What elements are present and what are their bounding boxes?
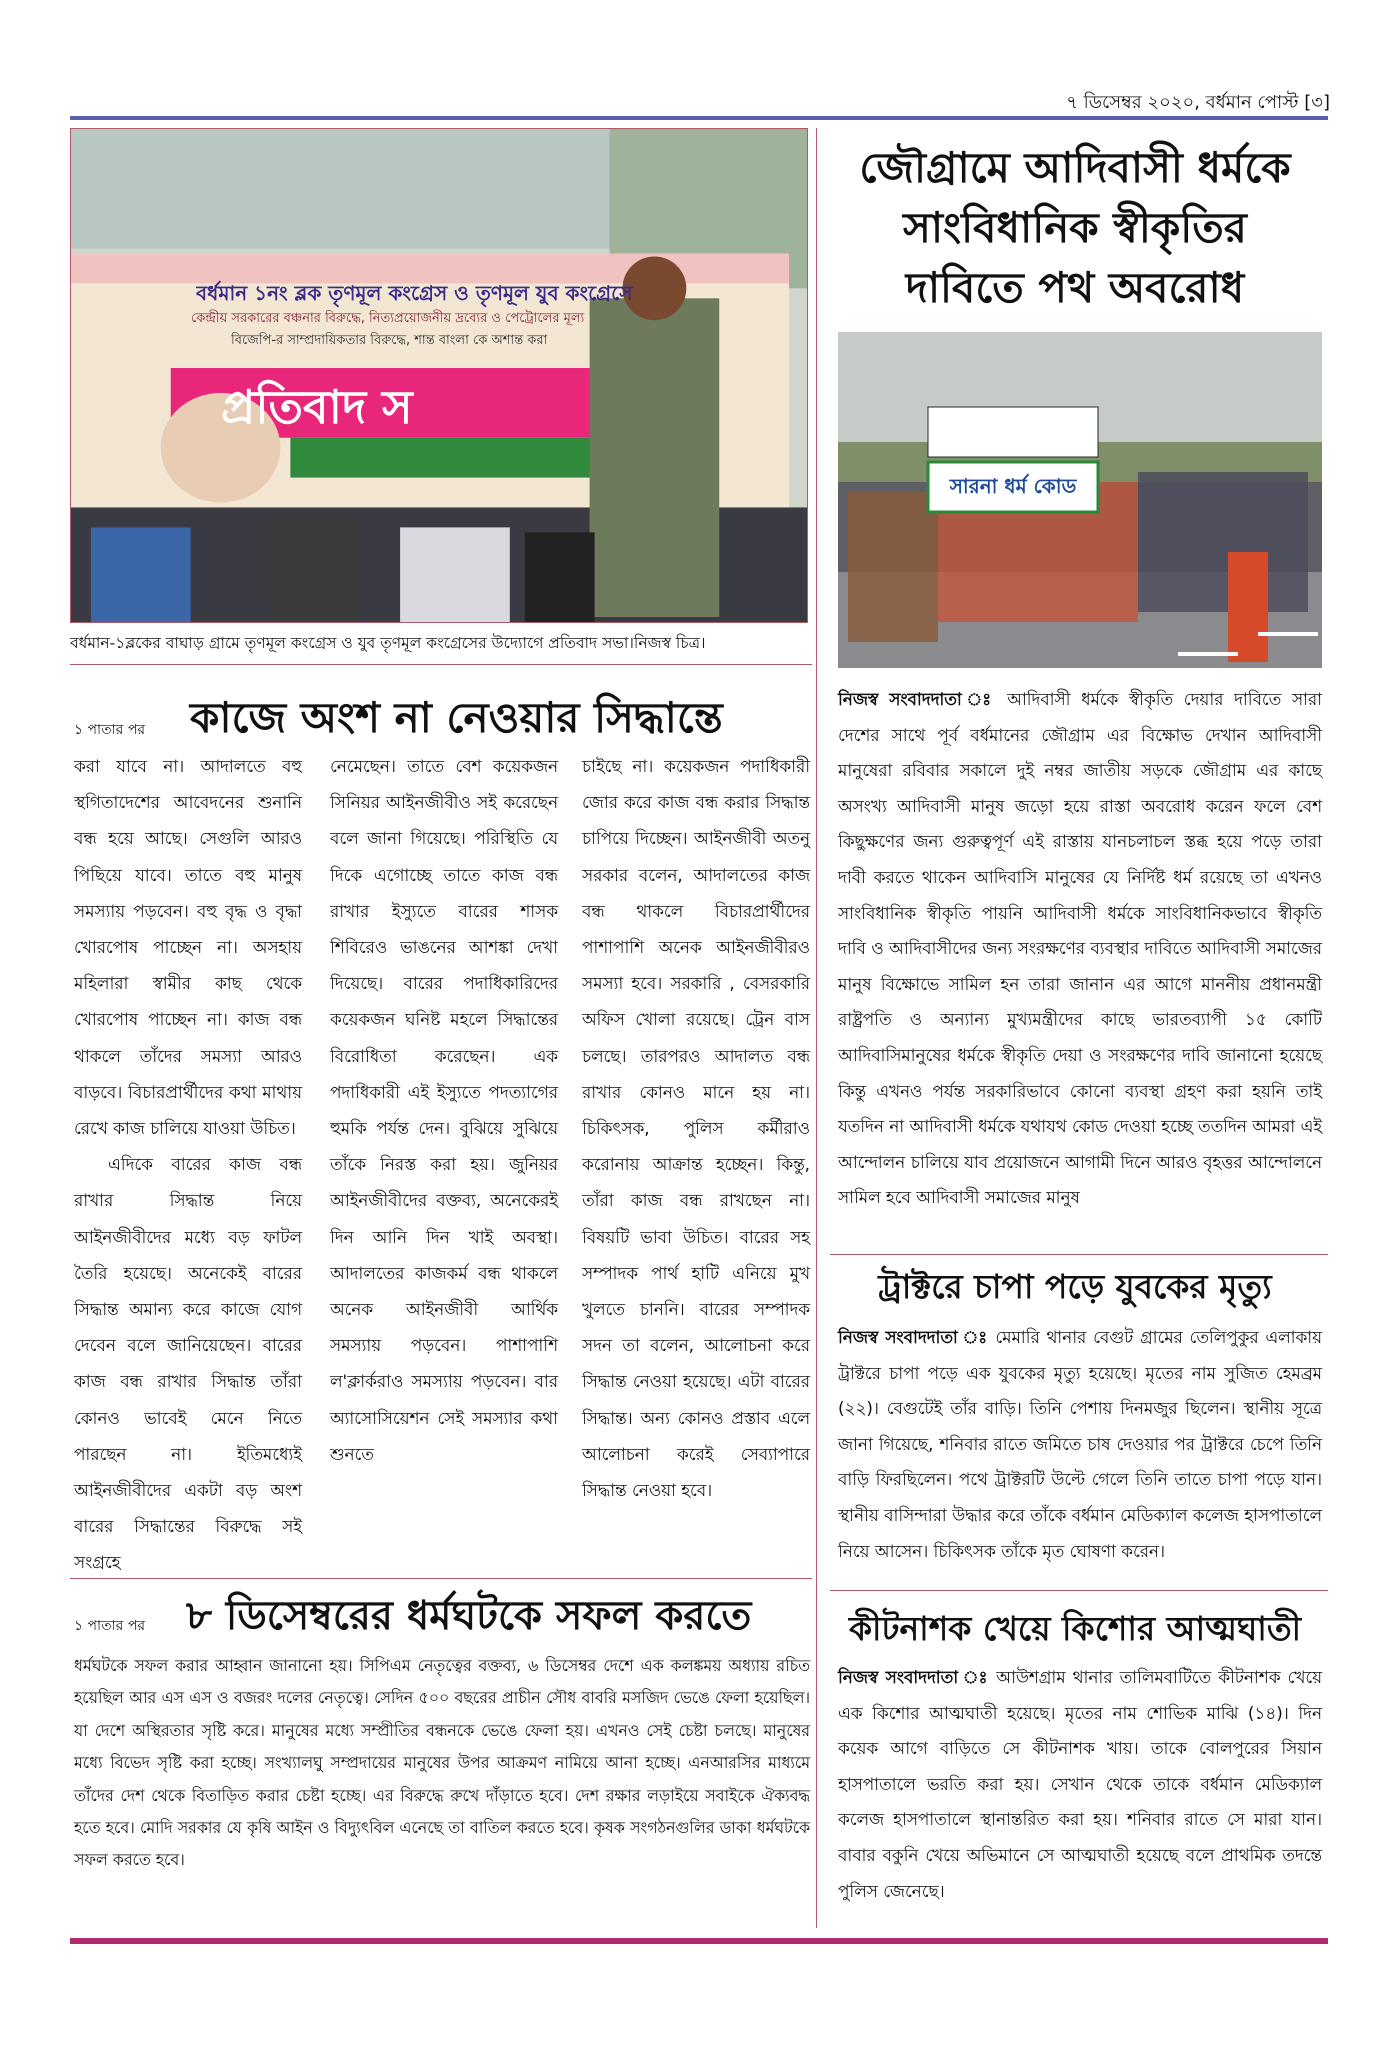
court-column-1 (74, 748, 302, 1581)
court-column-2 (330, 748, 558, 1472)
adivasi-body-text: আদিবাসী ধর্মকে স্বীকৃতি দেয়ার দাবিতে সারা দেশের সাথে পূর্ব বর্ধমানের জৌগ্রাম এর বিক্ষোভ দেখান আদিবাসী মানুষেরা রবিবার সকালে দুই নম্বর জাতীয় সড়কে জৌগ্রাম এর কাছে অসংখ্য আদিবাসী মানুষ জড়ো হয়ে রাস্তা অবরোধ করেন ফলে বেশ কিছুক্ষণের জন্য গুরুত্বপূর্ণ এই রাস্তায় যানচলাচল স্তব্ধ হয়ে পড়ে তারা দাবী করতে থাকেন আদিবাসি মানুষের যে নির্দিষ্ট ধর্ম রয়েছে তা এখনও সাংবিধানিক স্বীকৃতি পায়নি আদিবাসী ধর্মকে সাংবিধানিকভাবে স্বীকৃতি দাবি ও আদিবাসীদের জন্য সংরক্ষণের ব্যবস্থার দাবিতে আদিবাসী সমাজের মানুষ বিক্ষোভে সামিল হন তারা জানান এর আগে মাননীয় প্রধানমন্ত্রী রাষ্ট্রপতি ও অন্যান্য মুখ্যমন্ত্রীদের কাছে ভারতব্যাপী ১৫ কোটি আদিবাসিমানুষের ধর্মকে স্বীকৃতি দেয়া ও সংরক্ষণের দাবি জানানো হয়েছে কিন্তু এখনও পর্যন্ত সরকারিভাবে কোনো ব্যবস্থা গ্রহণ করা হয়নি তাই যতদিন না আদিবাসী ধর্মকে যথাযথ কোড দেওয়া হচ্ছে ততদিন আমরা এই আন্দোলন চালিয়ে যাব প্রয়োজনে আগামী দিনে আরও বৃহত্তর আন্দোলনে সামিল হবে আদিবাসী সমাজের মানুষ (838, 689, 1323, 1208)
section-divider-pesticide (830, 1590, 1328, 1591)
adivasi-headline-line-3: দাবিতে পথ অবরোধ (905, 263, 1245, 312)
tractor-story-body (838, 1320, 1322, 1569)
court-col1-para-2: এদিকে বারের কাজ বন্ধ রাখার সিদ্ধান্ত নিয়ে আইনজীবীদের মধ্যে বড় ফাটল তৈরি হয়েছে। অনেকেই বারের সিদ্ধান্ত অমান্য করে কাজে যোগ দেবেন বলে জানিয়েছেন। বারের কাজ বন্ধ রাখার সিদ্ধান্ত তাঁরা কোনও ভাবেই মেনে নিতে পারছেন না। ইতিমধ্যেই আইনজীবীদের একটা বড় অংশ বারের সিদ্ধান্তের বিরুদ্ধে সই সংগ্রহে (74, 1154, 302, 1573)
page-header: ৭ ডিসেম্বর ২০২০, বর্ধমান পোস্ট [৩] (1066, 92, 1330, 113)
pesticide-headline: কীটনাশক খেয়ে কিশোর আত্মঘাতী (848, 1609, 1302, 1648)
tractor-headline: ট্রাক্টরে চাপা পড়ে যুবকের মৃত্যু (878, 1267, 1272, 1306)
court-col1-para-1: করা যাবে না। আদালতে বহু স্থগিতাদেশের আবেদনের শুনানি বন্ধ হয়ে আছে। সেগুলি আরও পিছিয়ে যাবে। তাতে বহু মানুষ সমস্যায় পড়বেন। বহু বৃদ্ধ ও বৃদ্ধা খোরপোষ পাচ্ছেন না। অসহায় মহিলারা স্বামীর কাছ থেকে খোরপোষ পাচ্ছেন না। কাজ বন্ধ থাকলে তাঁদের সমস্যা আরও বাড়বে। বিচারপ্রার্থীদের কথা মাথায় রেখে কাজ চালিয়ে যাওয়া উচিত। (74, 756, 302, 1139)
pesticide-story-body (838, 1660, 1322, 1909)
court-col3-para: চাইছে না। কয়েকজন পদাধিকারী জোর করে কাজ বন্ধ করার সিদ্ধান্ত চাপিয়ে দিচ্ছেন। আইনজীবী অতনু সরকার বলেন, আদালতের কাজ বন্ধ থাকলে বিচারপ্রার্থীদের পাশাপাশি অনেক আইনজীবীরও সমস্যা হবে। সরকারি , বেসরকারি অফিস খোলা রয়েছে। ট্রেন বাস চলছে। তারপরও আদালত বন্ধ রাখার কোনও মানে হয় না। চিকিৎসক, পুলিস কর্মীরাও করোনায় আক্রান্ত হচ্ছেন। কিন্তু, তাঁরা কাজ বন্ধ রাখছেন না। বিষয়টি ভাবা উচিত। বারের সহ সম্পাদক পার্থ হাটি এনিয়ে মুখ খুলতে চাননি। বারের সম্পাদক সদন তা বলেন, আলোচনা করে সিদ্ধান্ত নেওয়া হয়েছে। এটা বারের সিদ্ধান্ত। অন্য কোনও প্রস্তাব এলে আলোচনা করেই সেব্যাপারে সিদ্ধান্ত নেওয়া হবে। (582, 756, 810, 1501)
section-divider-strike (70, 1578, 812, 1579)
pesticide-byline: নিজস্ব সংবাদদাতা ঃ (838, 1667, 990, 1687)
protest-march-photo (838, 332, 1322, 668)
adivasi-headline-line-2: সাংবিধানিক স্বীকৃতির (903, 203, 1247, 252)
court-col2-para: নেমেছেন। তাতে বেশ কয়েকজন সিনিয়র আইনজীবীও সই করেছেন বলে জানা গিয়েছে। পরিস্থিতি যে দিকে এগোচ্ছে তাতে কাজ বন্ধ রাখার ইস্যুতে বারের শাসক শিবিরেও ভাঙনের আশঙ্কা দেখা দিয়েছে। বারের পদাধিকারিদের কয়েকজন ঘনিষ্ট মহলে সিদ্ধান্তের বিরোধিতা করেছেন। এক পদাধিকারী এই ইস্যুতে পদত্যাগের হুমকি পর্যন্ত দেন। বুঝিয়ে সুঝিয়ে তাঁকে নিরস্ত করা হয়। জুনিয়র আইনজীবীদের বক্তব্য, অনেকেরই দিন আনি দিন খাই অবস্থা। আদালতের কাজকর্ম বন্ধ থাকলে অনেক আইনজীবী আর্থিক সমস্যায় পড়বেন। পাশাপাশি ল'ক্লার্করাও সমস্যায় পড়বেন। বার অ্যাসোসিয়েশন সেই সমস্যার কথা শুনতে (330, 756, 558, 1464)
section-divider-court (70, 664, 812, 665)
adivasi-headline (820, 138, 1330, 318)
tractor-byline: নিজস্ব সংবাদদাতা ঃ (838, 1327, 989, 1347)
strike-kicker: ১ পাতার পর (74, 1618, 146, 1634)
rally-photo-caption: বর্ধমান-১ব্লকের বাঘাড় গ্রামে তৃণমূল কংগ্রেস ও যুব তৃণমূল কংগ্রেসের উদ্যোগে প্রতিবাদ সভা।নিজস্ব চিত্র। (70, 634, 706, 652)
top-rule (70, 116, 1328, 120)
rally-photo (70, 128, 808, 623)
section-divider-tractor (830, 1254, 1328, 1255)
bottom-rule (70, 1938, 1328, 1944)
strike-body-text: ধর্মঘটকে সফল করার আহ্বান জানানো হয়। সিপিএম নেতৃত্বের বক্তব্য, ৬ ডিসেম্বর দেশে এক কলঙ্কময় অধ্যায় রচিত হয়েছিল আর এস এস ও বজরং দলের নেতৃত্বে। সেদিন ৫০০ বছরের প্রাচীন সৌধ বাবরি মসজিদ ভেঙে ফেলা হয়েছিল। যা দেশে অস্থিরতার সৃষ্টি করে। মানুষের মধ্যে সম্প্রীতির বন্ধনকে ভেঙে ফেলা হয়। এখনও সেই চেষ্টা চলছে। মানুষের মধ্যে বিভেদ সৃষ্টি করা হচ্ছে। সংখ্যালঘু সম্প্রদায়ের মানুষের উপর আক্রমণ নামিয়ে আনা হচ্ছে। এনআরসির মাধ্যমে তাঁদের দেশ থেকে বিতাড়িত করার চেষ্টা হচ্ছে। এর বিরুদ্ধে রুখে দাঁড়াতে হবে। দেশ রক্ষার লড়াইয়ে সবাইকে ঐক্যবদ্ধ হতে হবে। মোদি সরকার যে কৃষি আইন ও বিদ্যুৎবিল এনেছে তা বাতিল করতে হবে। কৃষক সংগঠনগুলির ডাকা ধর্মঘটকে সফল করতে হবে। (74, 1656, 810, 1870)
pesticide-body-text: আউশগ্রাম থানার তালিমবাটিতে কীটনাশক খেয়ে এক কিশোর আত্মঘাতী হয়েছে। মৃতের নাম শোভিক মাঝি (১৪)। দিন কয়েক আগে বাড়িতে সে কীটনাশক খায়। তাকে বোলপুরের সিয়ান হাসপাতালে ভরতি করা হয়। সেখান থেকে তাকে বর্ধমান মেডিক্যাল কলেজ হাসপাতালে স্থানান্তরিত করা হয়। শনিবার রাতে সে মারা যান। বাবার বকুনি খেয়ে অভিমানে সে আত্মঘাতী হয়েছে বলে প্রাথমিক তদন্তে পুলিস জেনেছে। (838, 1667, 1322, 1901)
banner-big-text: প্রতিবাদ স (221, 380, 413, 434)
adivasi-headline-line-1: জৌগ্রামে আদিবাসী ধর্মকে (859, 143, 1291, 192)
strike-headline: ৮ ডিসেম্বরের ধর্মঘটকে সফল করতে (186, 1593, 752, 1639)
strike-story-body (74, 1650, 810, 1877)
banner-line-3: বিজেপি-র সাম্প্রদায়িকতার বিরুদ্ধে, শান্ত বাংলা কে অশান্ত করা (231, 333, 548, 348)
court-kicker: ১ পাতার পর (74, 722, 146, 738)
tractor-body-text: মেমারি থানার বেগুট গ্রামের তেলিপুকুর এলাকায় ট্রাক্টরে চাপা পড়ে এক যুবকের মৃত্যু হয়েছে। মৃতের নাম সুজিত হেমব্রম (২২)। বেগুটেই তাঁর বাড়ি। তিনি পেশায় দিনমজুর ছিলেন। স্থানীয় সূত্রে জানা গিয়েছে, শনিবার রাতে জমিতে চাষ দেওয়ার পর ট্রাক্টরে চেপে তিনি বাড়ি ফিরছিলেন। পথে ট্রাক্টরটি উল্টে গেলে তিনি তাতে চাপা পড়ে যান। স্থানীয় বাসিন্দারা উদ্ধার করে তাঁকে বর্ধমান মেডিক্যাল কলেজ হাসপাতালে নিয়ে আসেন। চিকিৎসক তাঁকে মৃত ঘোষণা করেন। (838, 1327, 1322, 1561)
placard-text: সারনা ধর্ম কোড (949, 474, 1077, 498)
banner-line-1: বর্ধমান ১নং ব্লক তৃণমূল কংগ্রেস ও তৃণমূল যুব কংগ্রেসে (196, 281, 633, 305)
court-column-3 (582, 748, 810, 1508)
column-divider (816, 128, 817, 1928)
banner-line-2: কেন্দ্রীয় সরকারের বঞ্চনার বিরুদ্ধে, নিত্যপ্রয়োজনীয় দ্রব্যের ও পেট্রোলের মূল্য (191, 311, 585, 326)
adivasi-story-body (838, 682, 1322, 1216)
adivasi-byline: নিজস্ব সংবাদদাতা ঃ (838, 689, 997, 709)
court-headline: কাজে অংশ না নেওয়ার সিদ্ধান্তে (190, 693, 723, 742)
